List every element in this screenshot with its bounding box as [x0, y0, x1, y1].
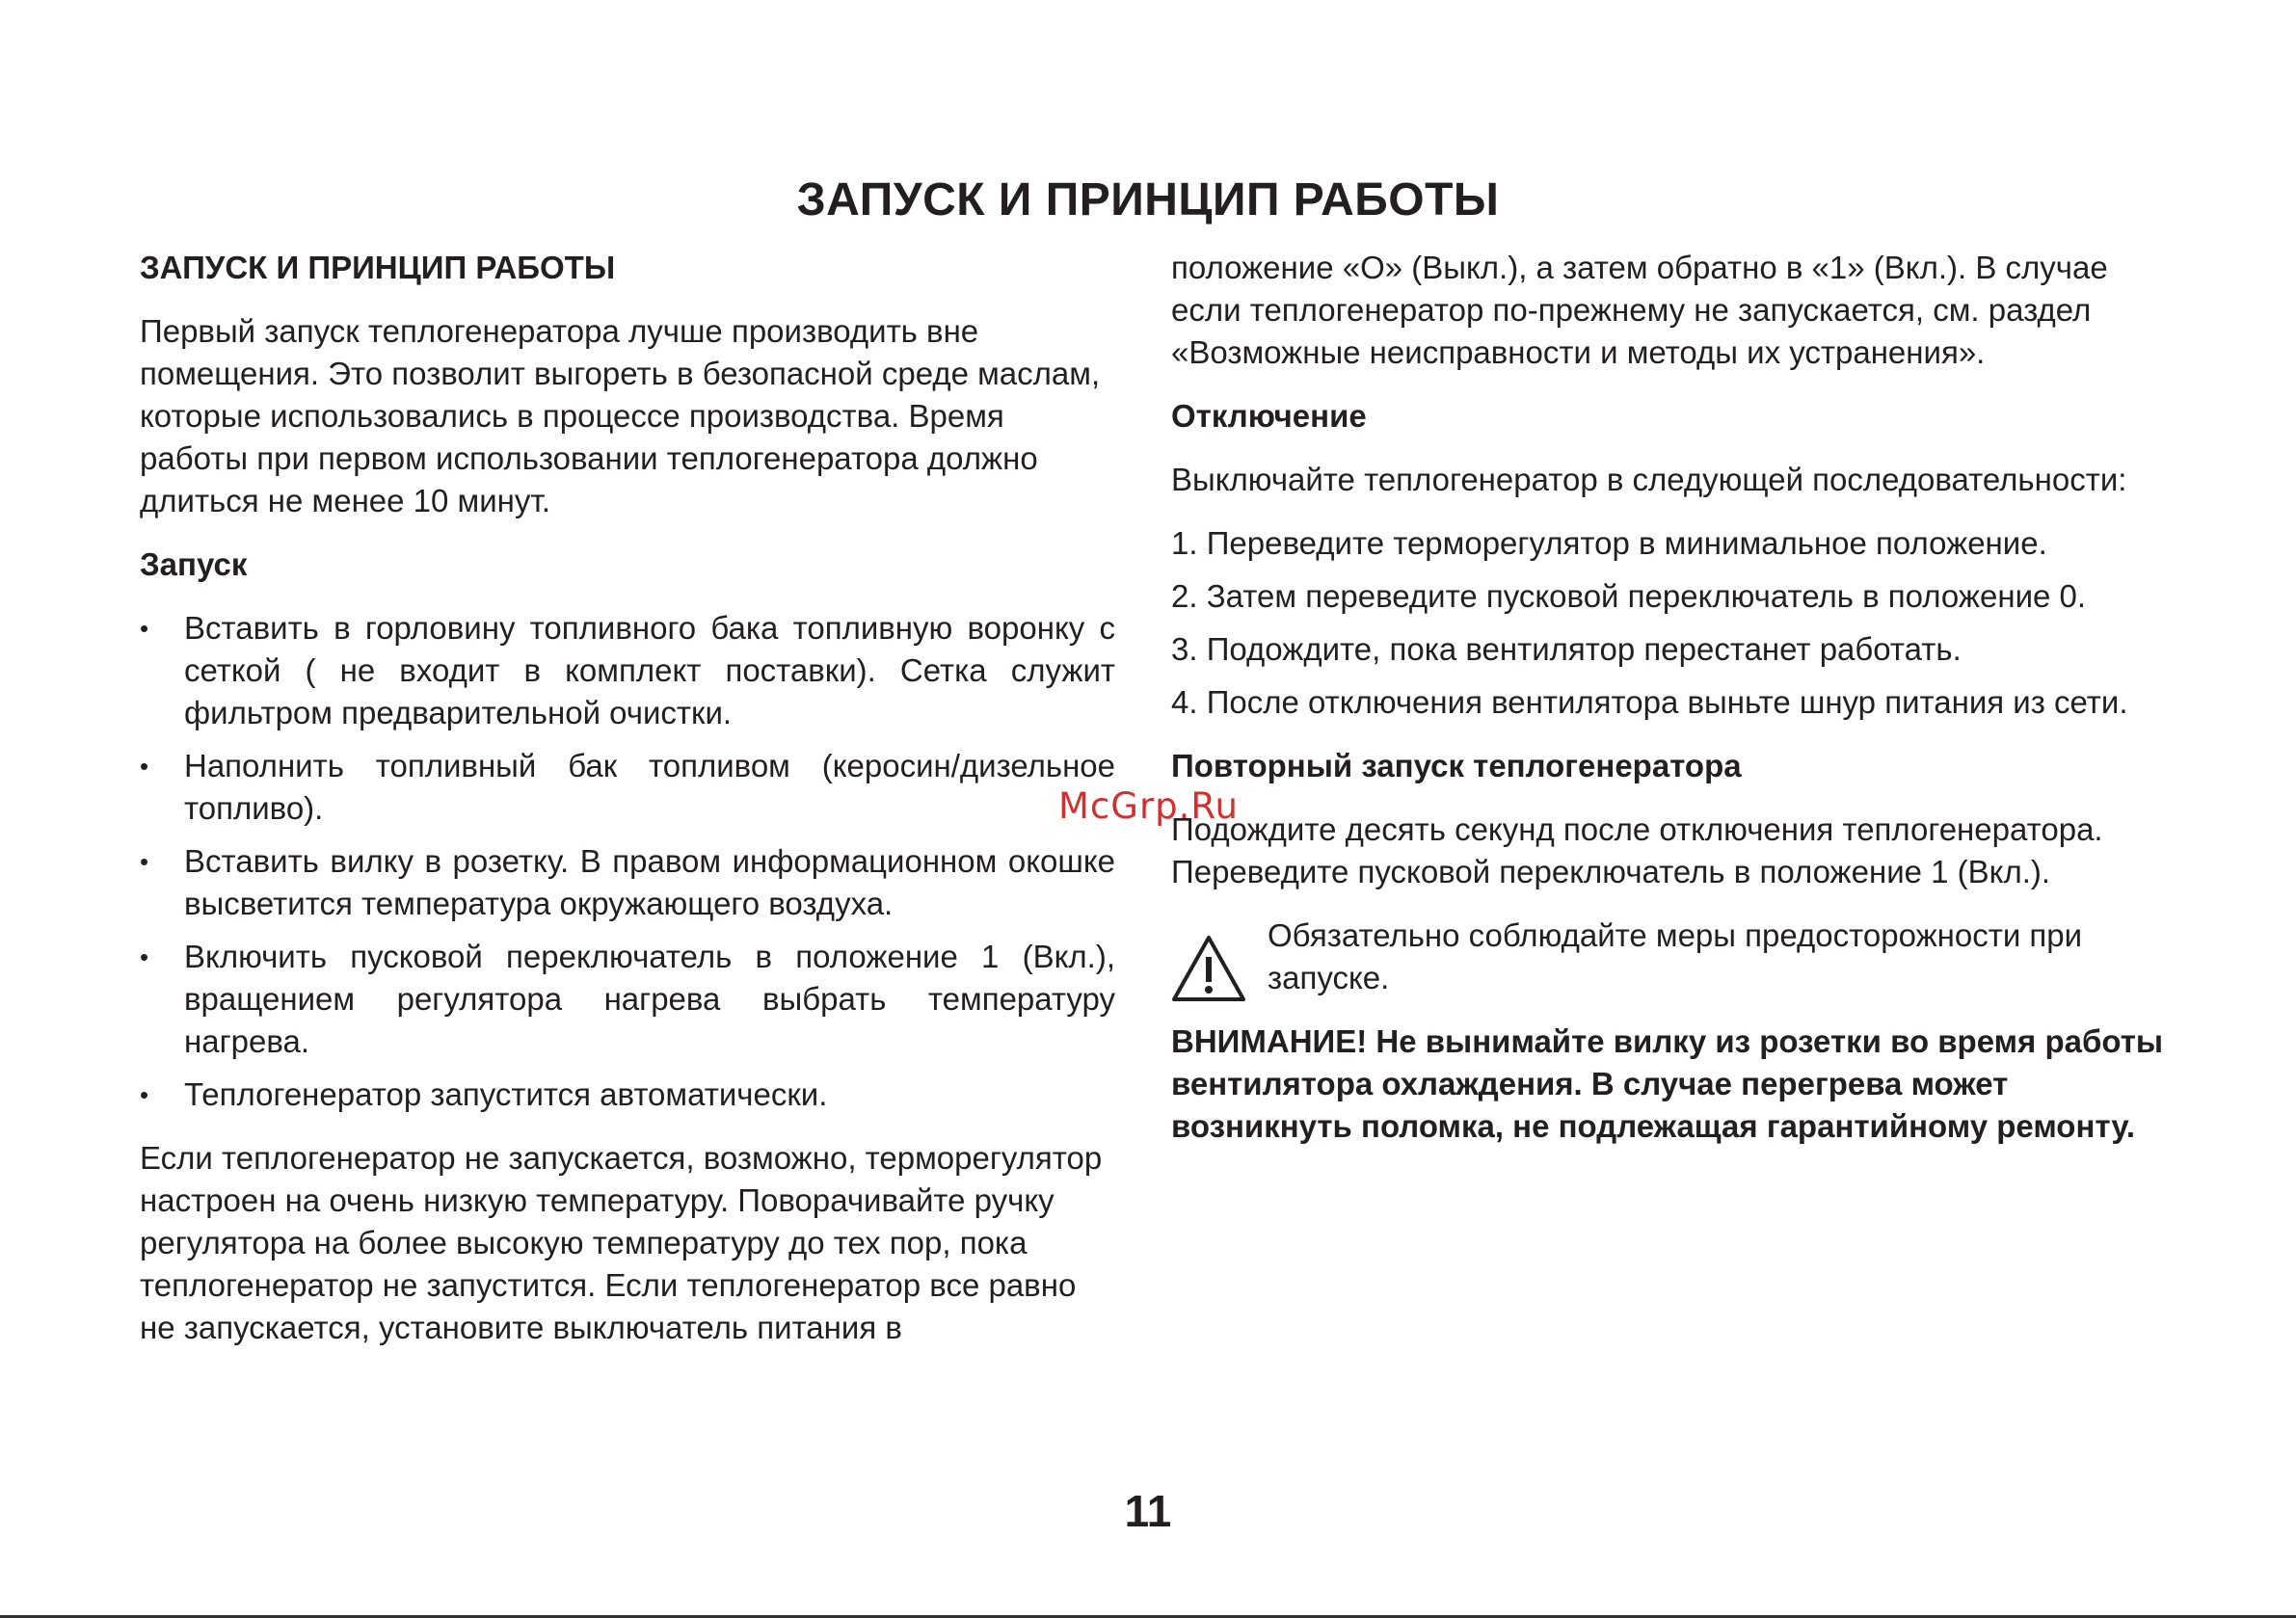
list-item-text: Теплогенератор запустится автоматически.	[184, 1076, 828, 1112]
section-heading: ЗАПУСК И ПРИНЦИП РАБОТЫ	[140, 250, 616, 285]
list-item	[140, 840, 1115, 925]
page-title: ЗАПУСК И ПРИНЦИП РАБОТЫ	[796, 174, 1500, 225]
shutdown-heading: Отключение	[1171, 398, 1367, 434]
continuation-paragraph: положение «О» (Выкл.), а затем обратно в «1» (Вкл.). В случае если теплогенератор по-прежнему не запускается, см. раздел «Возможные неисправности и методы их устранения».	[1171, 250, 2108, 370]
shutdown-intro: Выключайте теплогенератор в следующей последовательности:	[1171, 462, 2127, 497]
bullet-icon: •	[140, 752, 149, 781]
list-item-text: Вставить в горловину топливного бака топливную воронку с сеткой ( не входит в комплект поставки). Сетка служит фильтром предварительной очистки.	[184, 610, 1115, 730]
step-item: 2. Затем переведите пусковой переключатель в положение 0.	[1171, 578, 2087, 614]
restart-paragraph: Подождите десять секунд после отключения теплогенератора. Переведите пусковой переключатель в положение 1 (Вкл.).	[1171, 811, 2103, 889]
bullet-icon: •	[140, 614, 149, 643]
warning-triangle-icon	[1171, 934, 1246, 1003]
list-item	[140, 1074, 1115, 1116]
list-item-text: Вставить вилку в розетку. В правом информационном окошке высветится температура окружающего воздуха.	[184, 843, 1115, 921]
step-item: 4. После отключения вентилятора выньте шнур питания из сети.	[1171, 684, 2128, 720]
left-column	[140, 247, 1115, 1370]
page-number: 11	[1124, 1486, 1172, 1536]
intro-paragraph: Первый запуск теплогенератора лучше производить вне помещения. Это позволит выгореть в безопасной среде маслам, которые использовались в процессе производства. Время работы при первом использовании теплогенератора должно длиться не менее 10 минут.	[140, 313, 1101, 518]
list-item-text: Включить пусковой переключатель в положение 1 (Вкл.), вращением регулятора нагрева выбрать температуру нагрева.	[184, 939, 1115, 1059]
shutdown-steps	[1171, 522, 2164, 724]
start-bullet-list	[140, 607, 1115, 1116]
step-item: 1. Переведите терморегулятор в минимальное положение.	[1171, 525, 2047, 561]
watermark: McGrp.Ru	[1058, 785, 1239, 827]
bullet-icon: •	[140, 942, 149, 971]
bullet-icon: •	[140, 847, 149, 876]
list-item-text: Наполнить топливный бак топливом (керосин/дизельное топливо).	[184, 748, 1115, 826]
right-column	[1171, 247, 2164, 1148]
troubleshoot-paragraph: Если теплогенератор не запускается, возможно, терморегулятор настроен на очень низкую температуру. Поворачивайте ручку регулятора на более высокую температуру до тех пор, пока теплогенератор не запустится. Если теплогенератор все равно не запускается, установите выключатель питания в	[140, 1140, 1103, 1345]
list-item	[140, 607, 1115, 734]
warning-block	[1171, 915, 2164, 999]
start-heading: Запуск	[140, 546, 248, 582]
bullet-icon: •	[140, 1080, 149, 1109]
step-item: 3. Подождите, пока вентилятор перестанет работать.	[1171, 631, 1962, 667]
restart-heading: Повторный запуск теплогенератора	[1171, 748, 1742, 783]
attention-paragraph: ВНИМАНИЕ! Не вынимайте вилку из розетки во время работы вентилятора охлаждения. В случае перегрева может возникнуть поломка, не подлежащая гарантийному ремонту.	[1171, 1023, 2164, 1144]
list-item	[140, 745, 1115, 830]
list-item	[140, 936, 1115, 1063]
warning-text: Обязательно соблюдайте меры предосторожности при запуске.	[1268, 917, 2083, 995]
